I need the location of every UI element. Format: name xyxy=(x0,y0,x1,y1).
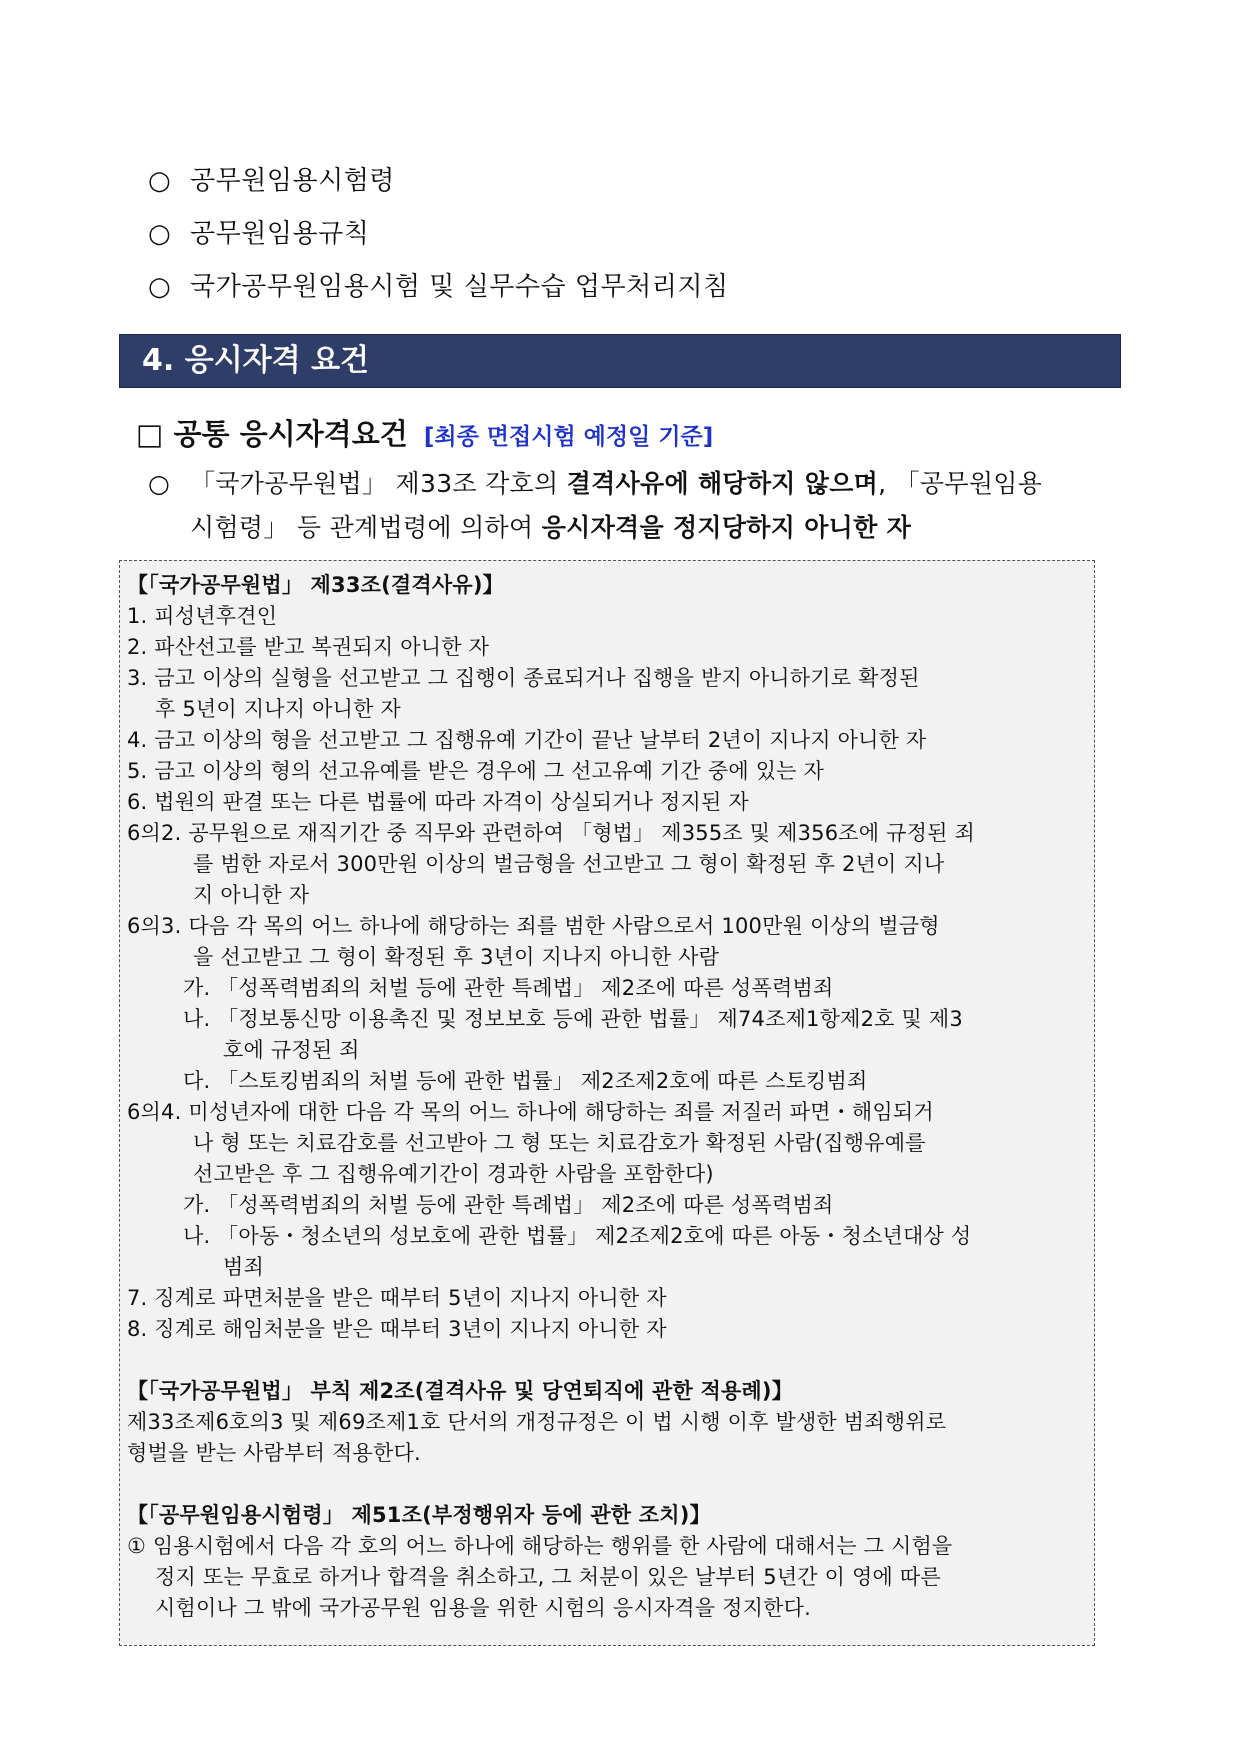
list-item: 6의4. 미성년자에 대한 다음 각 목의 어느 하나에 해당하는 죄를 저질러 파면・해임되거 xyxy=(127,1100,934,1124)
box-heading: 【「공무원임용시험령」 제51조(부정행위자 등에 관한 조치)】 xyxy=(127,1503,711,1527)
subsection-title: □ 공통 응시자격요건 [최종 면접시험 예정일 기준] xyxy=(136,417,714,451)
box-text: 정지 또는 무효로 하거나 합격을 취소하고, 그 처분이 있은 날부터 5년간 이 영에 따른 xyxy=(155,1565,941,1589)
list-item: 6의3. 다음 각 목의 어느 하나에 해당하는 죄를 범한 사람으로서 100만원 이상의 벌금형 xyxy=(127,914,940,938)
box-text: 형벌을 받는 사람부터 적용한다. xyxy=(127,1441,421,1465)
list-item: ○ 공무원임용시험령 xyxy=(148,163,395,199)
list-item: 후 5년이 지나지 아니한 자 xyxy=(155,697,401,721)
list-item: 다. 「스토킹범죄의 처벌 등에 관한 법률」 제2조제2호에 따른 스토킹범죄 xyxy=(183,1069,868,1093)
list-item: 1. 피성년후견인 xyxy=(127,604,278,628)
box-text: 시험이나 그 밖에 국가공무원 임용을 위한 시험의 응시자격을 정지한다. xyxy=(155,1596,811,1620)
circle-bullet-icon: ○ xyxy=(148,219,172,249)
circle-bullet-icon: ○ xyxy=(148,166,172,196)
requirement-paragraph: ○ 「국가공무원법」 제33조 각호의 결격사유에 해당하지 않으며, 「공무원임용 시험령」 등 관계법령에 의하여 응시자격을 정지당하지 아니한 자 xyxy=(148,462,1132,550)
box-heading: 【「국가공무원법」 제33조(결격사유)】 xyxy=(127,573,504,597)
list-item: 8. 징계로 해임처분을 받은 때부터 3년이 지나지 아니한 자 xyxy=(127,1317,667,1341)
list-item: 호에 규정된 죄 xyxy=(223,1038,360,1062)
box-text: ① 임용시험에서 다음 각 호의 어느 하나에 해당하는 행위를 한 사람에 대해서는 그 시험을 xyxy=(127,1534,953,1558)
list-item: 3. 금고 이상의 실형을 선고받고 그 집행이 종료되거나 집행을 받지 아니하기로 확정된 xyxy=(127,666,920,690)
circle-bullet-icon: ○ xyxy=(148,469,171,498)
list-item: 나. 「아동・청소년의 성보호에 관한 법률」 제2조제2호에 따른 아동・청소년대상 성 xyxy=(183,1224,972,1248)
list-item: 6. 법원의 판결 또는 다른 법률에 따라 자격이 상실되거나 정지된 자 xyxy=(127,790,749,814)
list-item: 6의2. 공무원으로 재직기간 중 직무와 관련하여 「형법」 제355조 및 제356조에 규정된 죄 xyxy=(127,821,975,845)
list-item: 4. 금고 이상의 형을 선고받고 그 집행유예 기간이 끝난 날부터 2년이 지나지 아니한 자 xyxy=(127,728,927,752)
list-item: 7. 징계로 파면처분을 받은 때부터 5년이 지나지 아니한 자 xyxy=(127,1286,667,1310)
list-item: 나 형 또는 치료감호를 선고받아 그 형 또는 치료감호가 확정된 사람(집행유예를 xyxy=(193,1131,926,1155)
list-item: ○ 국가공무원임용시험 및 실무수습 업무처리지침 xyxy=(148,269,729,305)
box-text: 제33조제6호의3 및 제69조제1호 단서의 개정규정은 이 법 시행 이후 발생한 범죄행위로 xyxy=(127,1410,947,1434)
subsection-note: [최종 면접시험 예정일 기준] xyxy=(423,424,714,450)
list-item: 선고받은 후 그 집행유예기간이 경과한 사람을 포함한다) xyxy=(193,1162,714,1186)
list-item: 을 선고받고 그 형이 확정된 후 3년이 지나지 아니한 사람 xyxy=(193,945,720,969)
section-title: 4. 응시자격 요건 xyxy=(119,334,1121,388)
list-item: 나. 「정보통신망 이용촉진 및 정보보호 등에 관한 법률」 제74조제1항제2호 및 제3 xyxy=(183,1007,963,1031)
list-item: 5. 금고 이상의 형의 선고유예를 받은 경우에 그 선고유예 기간 중에 있는 자 xyxy=(127,759,825,783)
list-item: 지 아니한 자 xyxy=(193,883,310,907)
square-bullet-icon: □ xyxy=(136,417,164,451)
list-item: 를 범한 자로서 300만원 이상의 벌금형을 선고받고 그 형이 확정된 후 2년이 지나 xyxy=(193,852,945,876)
box-heading: 【「국가공무원법」 부칙 제2조(결격사유 및 당연퇴직에 관한 적용례)】 xyxy=(127,1379,793,1403)
list-item: 범죄 xyxy=(223,1255,264,1279)
circle-bullet-icon: ○ xyxy=(148,272,172,302)
list-item: 가. 「성폭력범죄의 처벌 등에 관한 특례법」 제2조에 따른 성폭력범죄 xyxy=(183,1193,834,1217)
list-item: ○ 공무원임용규칙 xyxy=(148,216,369,252)
list-item: 2. 파산선고를 받고 복권되지 아니한 자 xyxy=(127,635,490,659)
list-item: 가. 「성폭력범죄의 처벌 등에 관한 특례법」 제2조에 따른 성폭력범죄 xyxy=(183,976,834,1000)
